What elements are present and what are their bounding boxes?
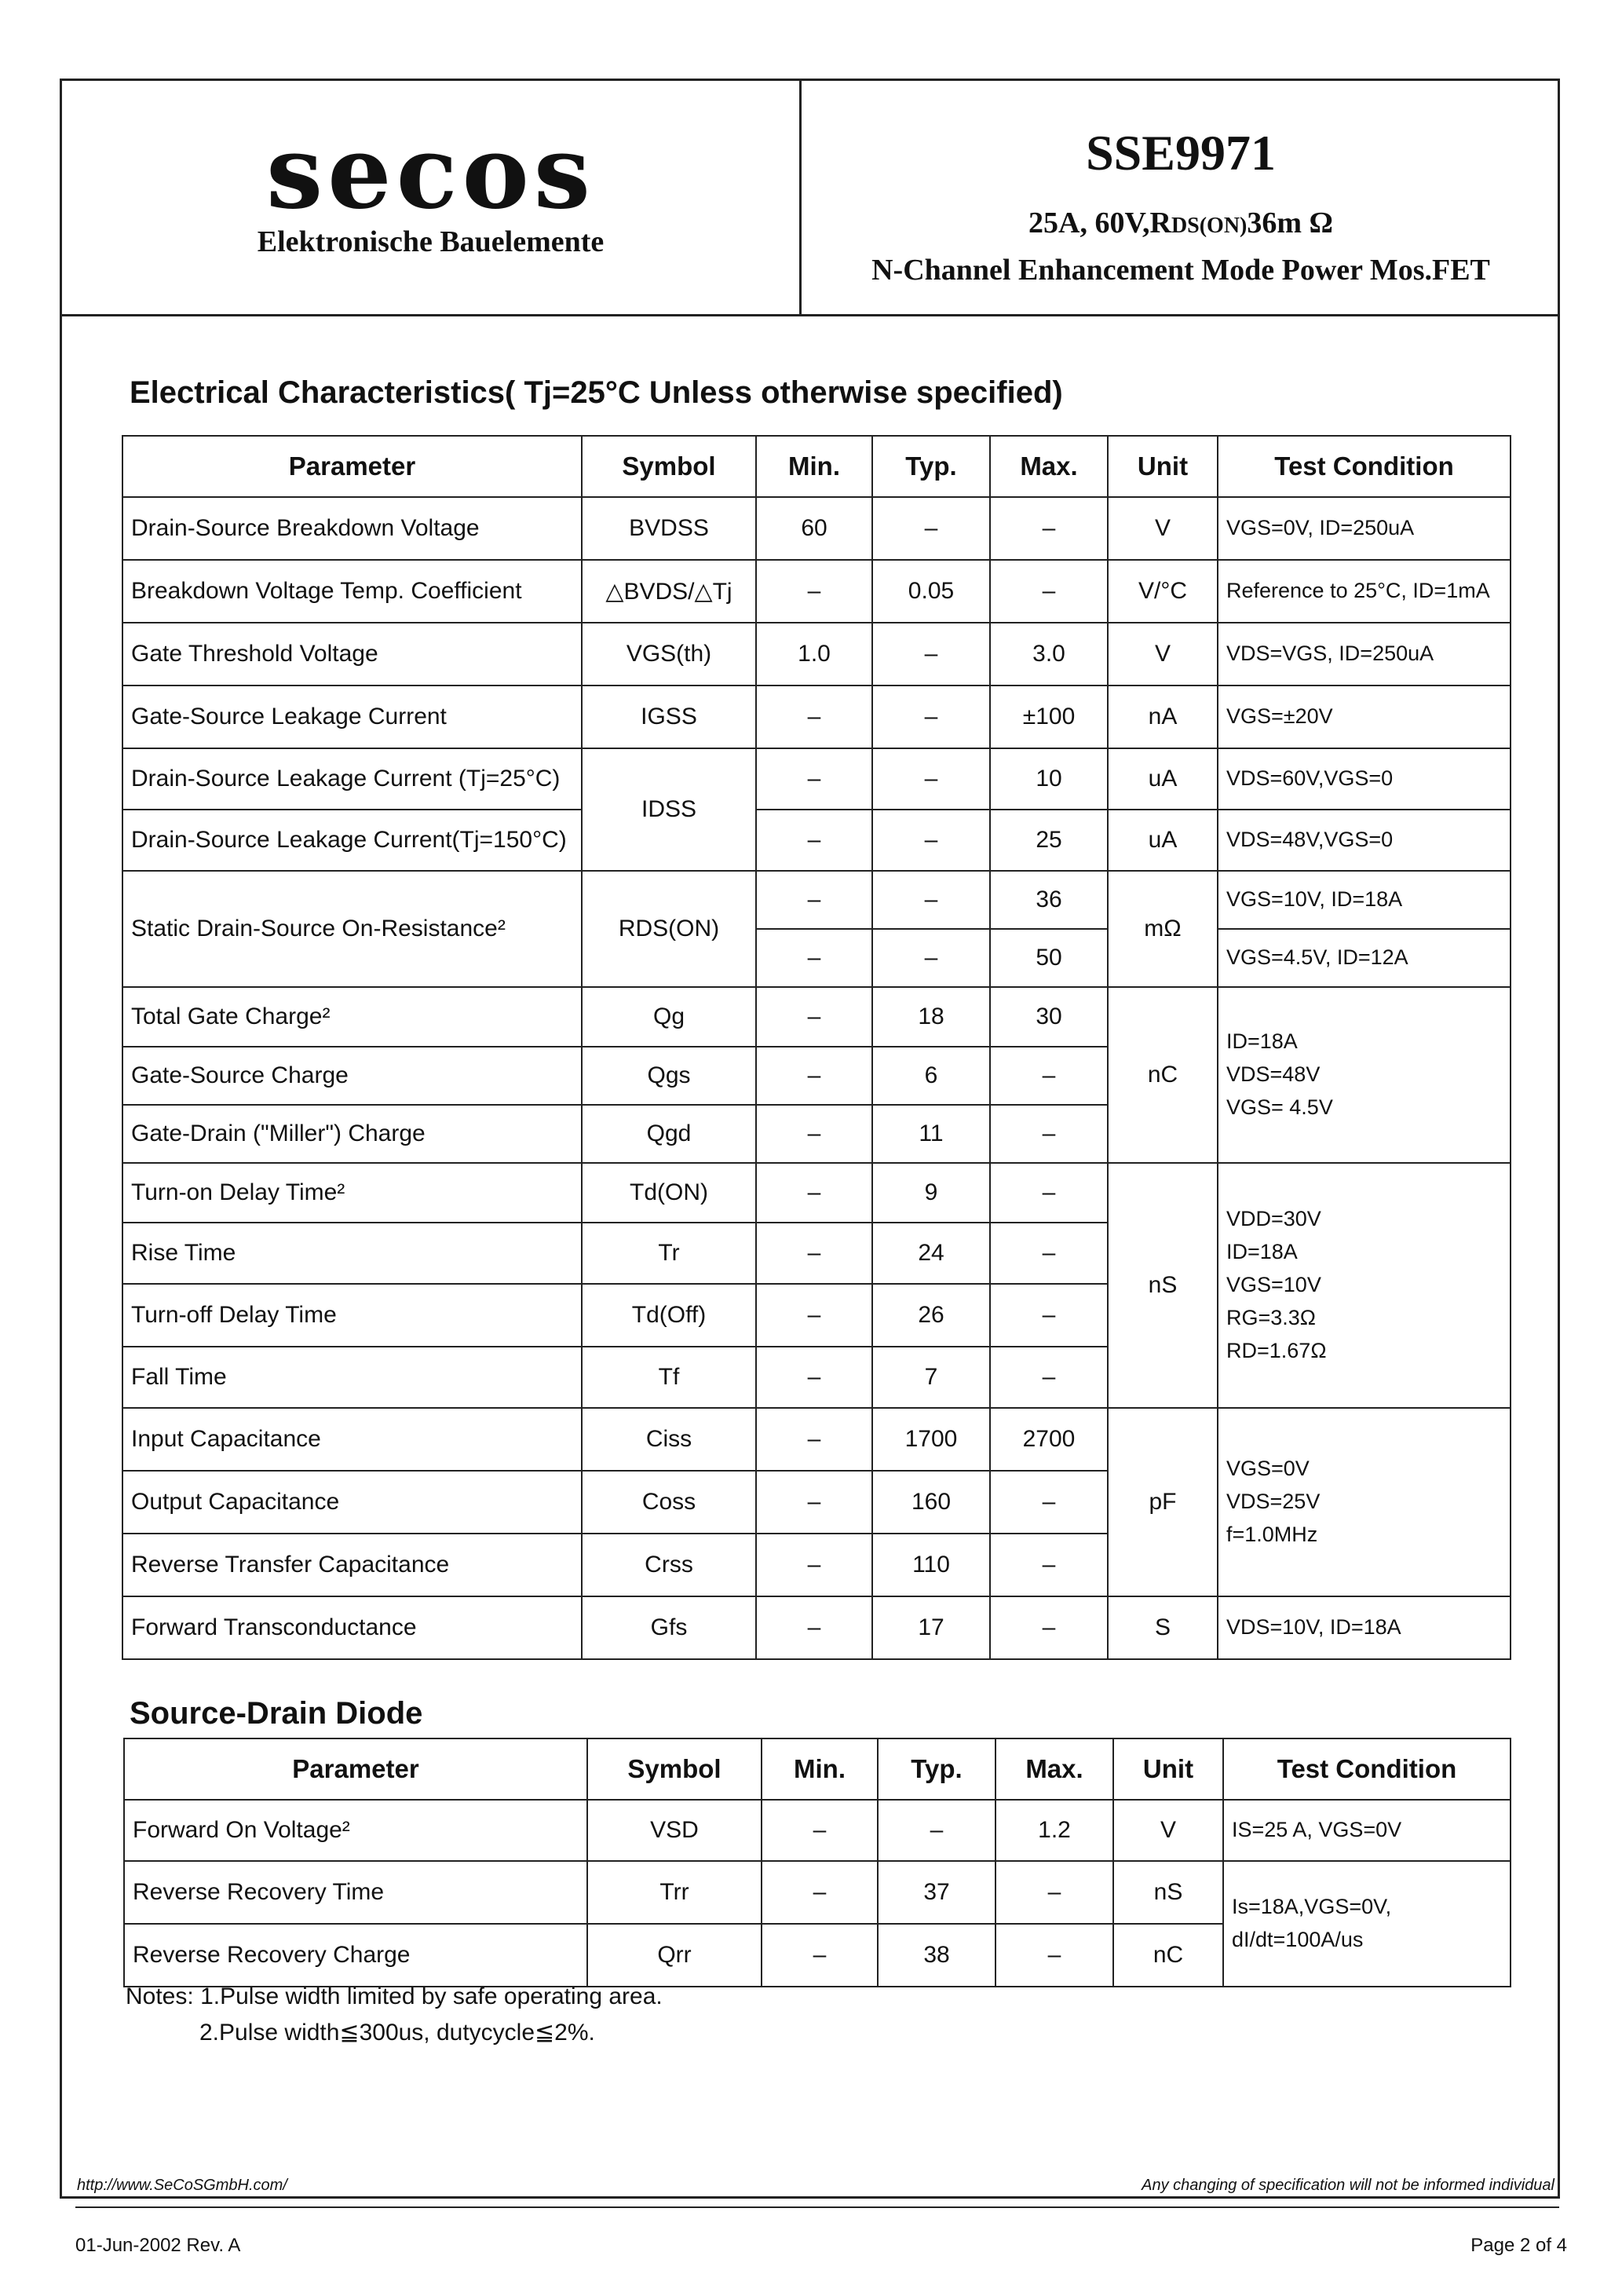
typ-cell: 11 [872, 1105, 990, 1163]
table-row [122, 686, 1511, 748]
min-cell: – [762, 1800, 878, 1861]
param-cell: Drain-Source Breakdown Voltage [122, 497, 582, 560]
company-name: Elektronische Bauelemente [257, 225, 605, 258]
header-parameter: Parameter [124, 1738, 587, 1800]
website-link[interactable]: http://www.SeCoSGmbH.com/ [77, 2177, 287, 2194]
max-cell: – [990, 1105, 1108, 1163]
min-cell: – [756, 871, 872, 929]
table-row [122, 748, 1511, 810]
footer-divider [75, 2206, 1559, 2208]
table-row [122, 497, 1511, 560]
unit-cell: pF [1108, 1408, 1218, 1596]
max-cell: 2700 [990, 1408, 1108, 1471]
typ-cell: – [872, 686, 990, 748]
unit-cell: S [1108, 1596, 1218, 1659]
max-cell: 1.2 [995, 1800, 1113, 1861]
note-line-1 [126, 1979, 663, 2015]
header-typ: Typ. [872, 436, 990, 497]
param-cell: Static Drain-Source On-Resistance² [122, 871, 582, 987]
max-cell: 36 [990, 871, 1108, 929]
disclaimer-text: Any changing of specification will not be informed individual [1142, 2177, 1554, 2194]
typ-cell: 9 [872, 1163, 990, 1223]
typ-cell: – [872, 623, 990, 686]
symbol-cell: Tf [582, 1347, 756, 1408]
param-cell: Gate-Source Leakage Current [122, 686, 582, 748]
rating-prefix: 25A, 60V,R [1028, 207, 1171, 239]
symbol-cell: IGSS [582, 686, 756, 748]
unit-cell: V/°C [1108, 560, 1218, 623]
param-cell: Turn-on Delay Time² [122, 1163, 582, 1223]
min-cell: – [756, 560, 872, 623]
unit-cell: nS [1113, 1861, 1223, 1924]
symbol-cell: Coss [582, 1471, 756, 1534]
max-cell: – [990, 1471, 1108, 1534]
unit-cell: uA [1108, 810, 1218, 871]
max-cell: – [990, 1347, 1108, 1408]
header-typ: Typ. [878, 1738, 995, 1800]
header-test-condition: Test Condition [1218, 436, 1511, 497]
note-1: 1.Pulse width limited by safe operating area. [200, 1983, 663, 2009]
unit-cell: V [1108, 497, 1218, 560]
notes-block [126, 1979, 663, 2051]
table-header-row [122, 436, 1511, 497]
min-cell: – [756, 1105, 872, 1163]
max-cell: 50 [990, 929, 1108, 987]
param-cell: Breakdown Voltage Temp. Coefficient [122, 560, 582, 623]
symbol-cell: △BVDS/△Tj [582, 560, 756, 623]
min-cell: – [756, 810, 872, 871]
condition-line: VGS=0V [1226, 1457, 1310, 1481]
typ-cell: 17 [872, 1596, 990, 1659]
max-cell: – [995, 1924, 1113, 1987]
max-cell: 30 [990, 987, 1108, 1047]
device-description: N-Channel Enhancement Mode Power Mos.FET [871, 254, 1490, 287]
max-cell: ±100 [990, 686, 1108, 748]
condition-line: ID=18A [1226, 1240, 1298, 1264]
max-cell: – [995, 1861, 1113, 1924]
min-cell: – [756, 1284, 872, 1347]
symbol-cell: Gfs [582, 1596, 756, 1659]
condition-cell [1218, 987, 1511, 1163]
part-number: SSE9971 [1086, 125, 1276, 181]
param-cell: Forward On Voltage² [124, 1800, 587, 1861]
typ-cell: 37 [878, 1861, 995, 1924]
header-max: Max. [995, 1738, 1113, 1800]
typ-cell: – [872, 929, 990, 987]
typ-cell: 24 [872, 1223, 990, 1284]
condition-cell [1218, 1408, 1511, 1596]
param-cell: Fall Time [122, 1347, 582, 1408]
max-cell: – [990, 1047, 1108, 1105]
revision-date: 01-Jun-2002 Rev. A [75, 2235, 241, 2256]
table-row [122, 987, 1511, 1047]
symbol-cell: Tr [582, 1223, 756, 1284]
typ-cell: 1700 [872, 1408, 990, 1471]
electrical-characteristics-table [122, 435, 1511, 1660]
typ-cell: – [872, 810, 990, 871]
condition-line: VGS= 4.5V [1226, 1095, 1333, 1119]
unit-cell: mΩ [1108, 871, 1218, 987]
symbol-cell: IDSS [582, 748, 756, 871]
table-row [124, 1861, 1511, 1924]
param-cell: Total Gate Charge² [122, 987, 582, 1047]
header-min: Min. [756, 436, 872, 497]
typ-cell: – [872, 497, 990, 560]
typ-cell: – [872, 748, 990, 810]
param-cell: Drain-Source Leakage Current(Tj=150°C) [122, 810, 582, 871]
table-row [124, 1800, 1511, 1861]
typ-cell: 38 [878, 1924, 995, 1987]
symbol-cell: Td(Off) [582, 1284, 756, 1347]
unit-cell: V [1108, 623, 1218, 686]
param-cell: Forward Transconductance [122, 1596, 582, 1659]
header-max: Max. [990, 436, 1108, 497]
param-cell: Rise Time [122, 1223, 582, 1284]
min-cell: – [756, 1596, 872, 1659]
typ-cell: 18 [872, 987, 990, 1047]
condition-cell: VDS=60V,VGS=0 [1218, 748, 1511, 810]
condition-line: RG=3.3Ω [1226, 1305, 1316, 1329]
rating-suffix: 36m Ω [1247, 207, 1333, 239]
table-row [122, 560, 1511, 623]
min-cell: – [756, 1408, 872, 1471]
typ-cell: – [872, 871, 990, 929]
condition-cell: VGS=0V, ID=250uA [1218, 497, 1511, 560]
param-cell: Reverse Transfer Capacitance [122, 1534, 582, 1596]
table-row [122, 1163, 1511, 1223]
max-cell: – [990, 497, 1108, 560]
min-cell: – [756, 1347, 872, 1408]
condition-line: VDS=25V [1226, 1490, 1321, 1514]
min-cell: – [762, 1861, 878, 1924]
symbol-cell: Ciss [582, 1408, 756, 1471]
min-cell: – [762, 1924, 878, 1987]
condition-line: dI/dt=100A/us [1232, 1928, 1364, 1951]
symbol-cell: Qgd [582, 1105, 756, 1163]
symbol-cell: Trr [587, 1861, 762, 1924]
symbol-cell: VGS(th) [582, 623, 756, 686]
min-cell: – [756, 929, 872, 987]
table-row [122, 810, 1511, 871]
condition-line: VGS=10V [1226, 1273, 1321, 1297]
condition-cell: VGS=10V, ID=18A [1218, 871, 1511, 929]
electrical-characteristics-title: Electrical Characteristics( Tj=25°C Unless otherwise specified) [130, 375, 1063, 410]
header-parameter: Parameter [122, 436, 582, 497]
max-cell: – [990, 1534, 1108, 1596]
typ-cell: 110 [872, 1534, 990, 1596]
param-cell: Input Capacitance [122, 1408, 582, 1471]
param-cell: Output Capacitance [122, 1471, 582, 1534]
source-drain-diode-table [123, 1738, 1511, 1987]
page-number: Page 2 of 4 [1470, 2235, 1567, 2256]
min-cell: – [756, 1223, 872, 1284]
condition-cell: VDS=48V,VGS=0 [1218, 810, 1511, 871]
unit-cell: uA [1108, 748, 1218, 810]
table-header-row [124, 1738, 1511, 1800]
max-cell: – [990, 1596, 1108, 1659]
symbol-cell: Qg [582, 987, 756, 1047]
header-unit: Unit [1108, 436, 1218, 497]
symbol-cell: Crss [582, 1534, 756, 1596]
param-cell: Gate Threshold Voltage [122, 623, 582, 686]
typ-cell: 26 [872, 1284, 990, 1347]
condition-line: VDS=48V [1226, 1062, 1321, 1087]
param-cell: Reverse Recovery Time [124, 1861, 587, 1924]
table-row [122, 623, 1511, 686]
table-row [122, 1596, 1511, 1659]
symbol-cell: Qrr [587, 1924, 762, 1987]
condition-line: f=1.0MHz [1226, 1522, 1318, 1546]
unit-cell: nS [1108, 1163, 1218, 1408]
table-row [122, 1408, 1511, 1471]
condition-cell: Reference to 25°C, ID=1mA [1218, 560, 1511, 623]
rating-subscript: DS(ON) [1171, 214, 1248, 238]
typ-cell: – [878, 1800, 995, 1861]
header-unit: Unit [1113, 1738, 1223, 1800]
min-cell: – [756, 1163, 872, 1223]
condition-line: VDD=30V [1226, 1207, 1321, 1231]
header-test-condition: Test Condition [1223, 1738, 1511, 1800]
max-cell: 10 [990, 748, 1108, 810]
condition-cell: VGS=4.5V, ID=12A [1218, 929, 1511, 987]
header-symbol: Symbol [587, 1738, 762, 1800]
max-cell: 3.0 [990, 623, 1108, 686]
note-2: 2.Pulse width≦300us, dutycycle≦2%. [199, 2020, 595, 2046]
param-cell: Reverse Recovery Charge [124, 1924, 587, 1987]
unit-cell: nC [1113, 1924, 1223, 1987]
max-cell: – [990, 1223, 1108, 1284]
min-cell: – [756, 686, 872, 748]
company-logo: secos [266, 114, 595, 232]
unit-cell: nA [1108, 686, 1218, 748]
condition-cell: IS=25 A, VGS=0V [1223, 1800, 1511, 1861]
param-cell: Drain-Source Leakage Current (Tj=25°C) [122, 748, 582, 810]
rating-summary [802, 206, 1560, 240]
header-left-panel [60, 79, 802, 314]
symbol-cell: RDS(ON) [582, 871, 756, 987]
source-drain-diode-title: Source-Drain Diode [130, 1696, 423, 1731]
min-cell: – [756, 1471, 872, 1534]
typ-cell: 160 [872, 1471, 990, 1534]
param-cell: Gate-Drain ("Miller") Charge [122, 1105, 582, 1163]
header-symbol: Symbol [582, 436, 756, 497]
symbol-cell: Qgs [582, 1047, 756, 1105]
symbol-cell: Td(ON) [582, 1163, 756, 1223]
param-cell: Turn-off Delay Time [122, 1284, 582, 1347]
document-header [60, 79, 1560, 316]
min-cell: – [756, 748, 872, 810]
max-cell: – [990, 560, 1108, 623]
min-cell: 1.0 [756, 623, 872, 686]
max-cell: 25 [990, 810, 1108, 871]
condition-cell [1218, 1163, 1511, 1408]
typ-cell: 6 [872, 1047, 990, 1105]
condition-cell [1223, 1861, 1511, 1987]
min-cell: – [756, 987, 872, 1047]
header-right-panel [802, 79, 1560, 314]
typ-cell: 7 [872, 1347, 990, 1408]
typ-cell: 0.05 [872, 560, 990, 623]
symbol-cell: BVDSS [582, 497, 756, 560]
min-cell: 60 [756, 497, 872, 560]
condition-line: Is=18A,VGS=0V, [1232, 1895, 1392, 1919]
condition-line: ID=18A [1226, 1029, 1298, 1054]
unit-cell: nC [1108, 987, 1218, 1163]
condition-line: RD=1.67Ω [1226, 1338, 1327, 1362]
symbol-cell: VSD [587, 1800, 762, 1861]
condition-cell: VDS=10V, ID=18A [1218, 1596, 1511, 1659]
header-min: Min. [762, 1738, 878, 1800]
table-row [122, 871, 1511, 929]
notes-label: Notes: [126, 1983, 194, 2009]
min-cell: – [756, 1534, 872, 1596]
param-cell: Gate-Source Charge [122, 1047, 582, 1105]
condition-cell: VGS=±20V [1218, 686, 1511, 748]
condition-cell: VDS=VGS, ID=250uA [1218, 623, 1511, 686]
unit-cell: V [1113, 1800, 1223, 1861]
max-cell: – [990, 1163, 1108, 1223]
min-cell: – [756, 1047, 872, 1105]
max-cell: – [990, 1284, 1108, 1347]
